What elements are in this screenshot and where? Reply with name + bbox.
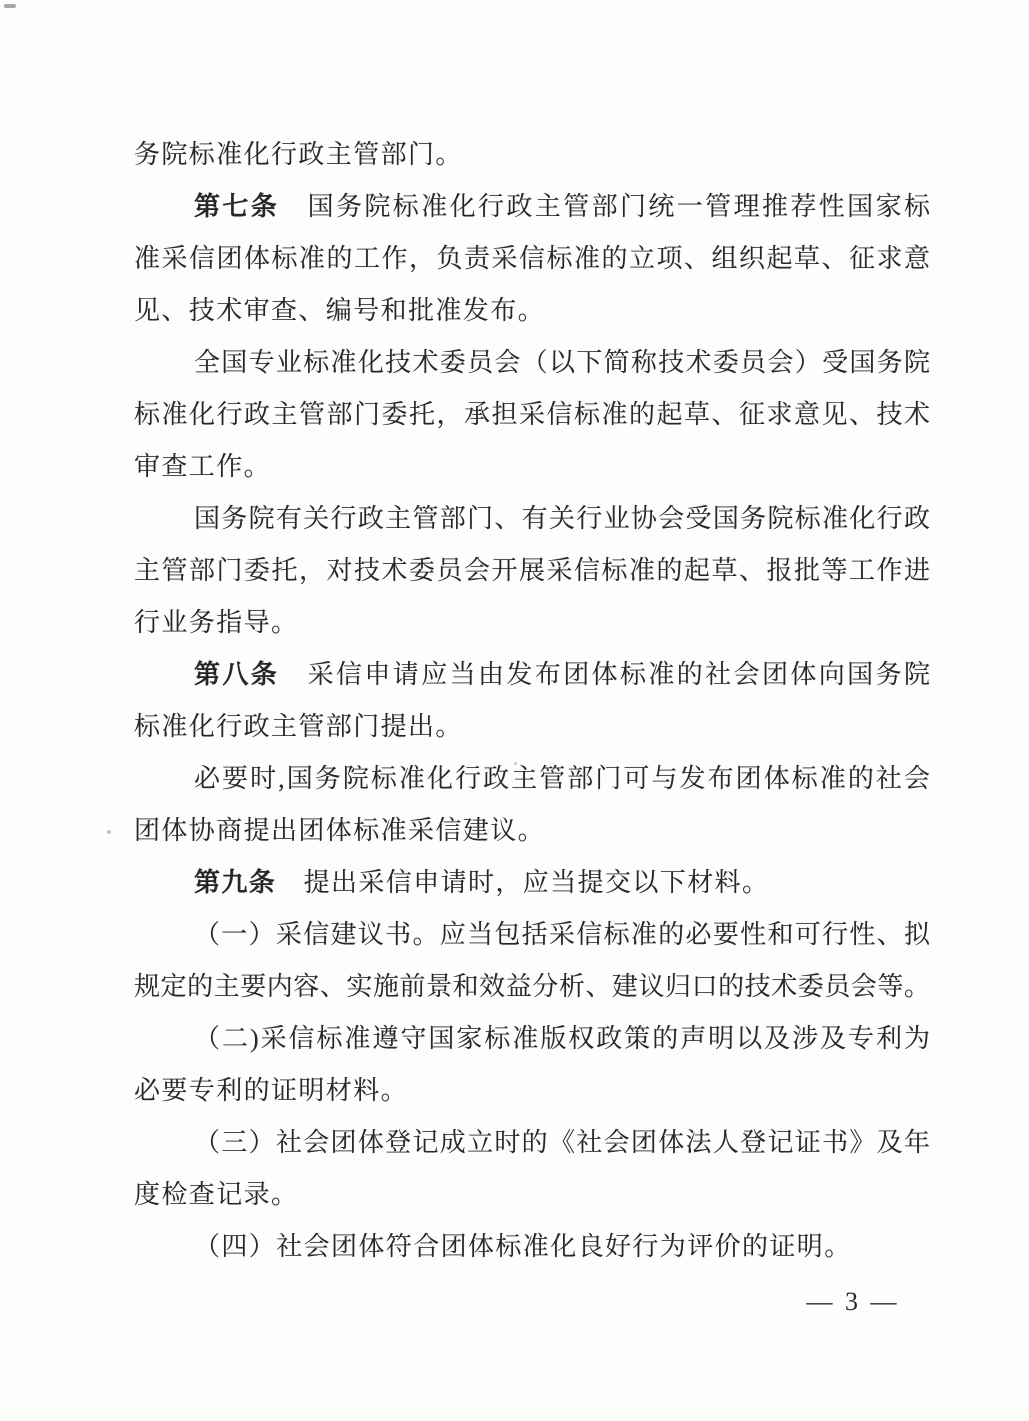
text-line <box>134 545 930 597</box>
text-line <box>134 1065 930 1117</box>
text-line <box>134 285 930 337</box>
line-text: 见、技术审查、编号和批准发布。 <box>134 296 546 325</box>
text-line <box>134 961 930 1013</box>
line-text: 行业务指导。 <box>134 608 299 637</box>
text-line <box>134 1013 930 1065</box>
line-text: 国务院标准化行政主管部门统一管理推荐性国家标 <box>279 192 930 221</box>
line-text: 全国专业标准化技术委员会（以下简称技术委员会）受国务院 <box>194 348 930 377</box>
text-line <box>134 1221 930 1273</box>
text-line <box>134 701 930 753</box>
page-number: — 3 — <box>806 1287 900 1316</box>
text-line <box>134 857 930 909</box>
text-line <box>134 129 930 181</box>
line-text: （二)采信标准遵守国家标准版权政策的声明以及涉及专利为 <box>194 1024 930 1053</box>
text-line <box>134 909 930 961</box>
line-text: 必要时,国务院标准化行政主管部门可与发布团体标准的社会 <box>194 764 930 793</box>
text-line <box>134 493 930 545</box>
line-text: 提出采信申请时，应当提交以下材料。 <box>276 868 770 897</box>
line-text: （一）采信建议书。应当包括采信标准的必要性和可行性、拟 <box>194 920 930 949</box>
line-text: 标准化行政主管部门委托，承担采信标准的起草、征求意见、技术 <box>134 400 930 429</box>
line-text: 采信申请应当由发布团体标准的社会团体向国务院 <box>279 660 930 689</box>
text-line <box>134 441 930 493</box>
line-text: （四）社会团体符合团体标准化良好行为评价的证明。 <box>194 1232 852 1261</box>
text-line <box>134 337 930 389</box>
line-text: 必要专利的证明材料。 <box>134 1076 409 1105</box>
line-text: （三）社会团体登记成立时的《社会团体法人登记证书》及年 <box>194 1128 930 1157</box>
line-text: 规定的主要内容、实施前景和效益分析、建议归口的技术委员会等。 <box>134 972 930 1001</box>
line-text: 务院标准化行政主管部门。 <box>134 140 463 169</box>
line-text: 国务院有关行政主管部门、有关行业协会受国务院标准化行政 <box>194 504 930 533</box>
text-line <box>134 649 930 701</box>
text-line <box>134 233 930 285</box>
article-number: 第七条 <box>194 192 280 221</box>
line-text: 审查工作。 <box>134 452 272 481</box>
text-line <box>134 1117 930 1169</box>
line-text: 团体协商提出团体标准采信建议。 <box>134 816 546 845</box>
document-body <box>134 129 930 1273</box>
text-line <box>134 181 930 233</box>
scan-artifact-speck <box>4 4 16 8</box>
text-line <box>134 805 930 857</box>
article-number: 第九条 <box>194 868 277 897</box>
line-text: 准采信团体标准的工作，负责采信标准的立项、组织起草、征求意 <box>134 244 930 273</box>
text-line <box>134 1169 930 1221</box>
scan-artifact-speck <box>107 830 111 834</box>
text-line <box>134 597 930 649</box>
line-text: 度检查记录。 <box>134 1180 299 1209</box>
line-text: 标准化行政主管部门提出。 <box>134 712 463 741</box>
line-text: 主管部门委托，对技术委员会开展采信标准的起草、报批等工作进 <box>134 556 930 585</box>
text-line <box>134 389 930 441</box>
text-line <box>134 753 930 805</box>
article-number: 第八条 <box>194 660 280 689</box>
